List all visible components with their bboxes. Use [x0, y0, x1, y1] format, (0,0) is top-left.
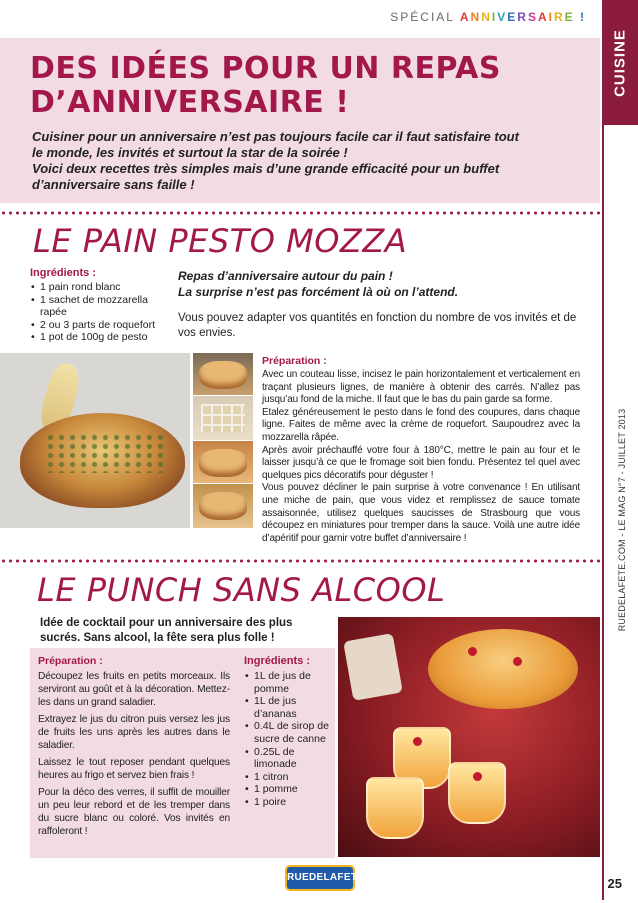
list-item: • 1L de jus d’ananas: [244, 695, 332, 720]
dotted-divider: [0, 211, 600, 215]
cuisine-tab: [602, 0, 638, 125]
punch-prep-paragraph: Laissez le tout reposer pendant quelques heures au frigo et servez bien frais !: [38, 757, 230, 781]
list-item: • 1 citron: [244, 771, 332, 784]
anniversaire-letter: N: [481, 10, 492, 24]
list-item: • 1 pain rond blanc: [30, 281, 170, 294]
special-header: [390, 10, 586, 24]
step-photo-piece: [201, 404, 245, 432]
punch-prep-paragraph: Extrayez le jus du citron puis versez les jus de fruits les uns après les autres dans le saladier.: [38, 714, 230, 751]
list-item: • 0.25L de limonade: [244, 746, 332, 771]
ruedelafete-logo[interactable]: [285, 865, 365, 891]
side-credit: [612, 400, 632, 640]
punch-prep-paragraph: Pour la déco des verres, il suffit de mouiller un peu leur rebord et de les tremper dans du sucre blanc ou coloré. Vos invités en raffoleront !: [38, 787, 230, 837]
list-item: • 1 sachet de mozzarella rapée: [30, 294, 170, 319]
pesto-ingredients-label: Ingrédients :: [30, 267, 97, 279]
pesto-prep-text: [262, 369, 580, 545]
list-item: • 1 pomme: [244, 783, 332, 796]
step-photo-piece: [199, 492, 247, 520]
pesto-prep-paragraph: Après avoir préchauffé votre four à 180°C, mettre le pain au four et le laisser jusqu’à ce que le fromage soit bien fondu. Présentez tel quel avec quelques pics décoratifs pour déguster !: [262, 444, 580, 481]
pesto-prep-paragraph: Avec un couteau lisse, incisez le pain horizontalement et verticalement en traçant plusieurs lignes, de manière à obtenir des carrés. N’allez pas jusqu’au fond de la miche. Il faut que le bas du pain garde sa forme.: [262, 369, 580, 406]
pesto-adapt-text: Vous pouvez adapter vos quantités en fonction du nombre de vos invités et de vos envies.: [178, 312, 577, 339]
page-title: [30, 52, 570, 120]
pesto-step-photo-1: [193, 353, 253, 395]
punch-glass-shape: [366, 777, 424, 839]
list-item: • 1L de jus de pomme: [244, 670, 332, 695]
punch-photo: [338, 617, 600, 857]
list-item: • 1 poire: [244, 796, 332, 809]
dotted-divider: [0, 559, 600, 563]
punch-ingredients-label: Ingrédients :: [244, 655, 311, 667]
anniversaire-letter: I: [548, 10, 554, 24]
step-photo-piece: [199, 361, 247, 389]
cuisine-tab-label: CUISINE: [611, 28, 629, 97]
anniversaire-letter: A: [537, 10, 549, 24]
berry-shape: [473, 772, 482, 781]
anniversaire-letter: N: [470, 10, 482, 24]
pesto-tagline: [178, 268, 578, 300]
anniversaire-letter: !: [580, 10, 586, 24]
anniversaire-letter: E: [564, 10, 575, 24]
list-item: • 0.4L de sirop de sucre de canne: [244, 720, 332, 745]
punch-intro: Idée de cocktail pour un anniversaire des plus sucrés. Sans alcool, la fête sera plus folle !: [40, 617, 293, 644]
anniversaire-letter: R: [553, 10, 565, 24]
berry-shape: [468, 647, 477, 656]
punch-prep-paragraph: Découpez les fruits en petits morceaux. Ils serviront au goût et à la décoration. Mettez-les dans un grand saladier.: [38, 671, 230, 708]
punch-prep-label: Préparation :: [38, 655, 103, 667]
berry-shape: [413, 737, 422, 746]
intro-line1: Cuisiner pour un anniversaire n’est pas toujours facile car il faut satisfaire tout: [32, 129, 519, 144]
pesto-prep-paragraph: Etalez généreusement le pesto dans le fond des coupures, dans chaque ligne. Faites de même avec la crème de roquefort. Saupoudrez avec la mozzarella râpée.: [262, 406, 580, 443]
punch-ingredients-list: [244, 670, 332, 809]
pesto-step-photo-2: [193, 396, 253, 440]
anniversaire-letter: A: [459, 10, 471, 24]
list-item: • 2 ou 3 parts de roquefort: [30, 319, 170, 332]
punch-bowl-shape: [428, 629, 578, 709]
page-title-line1: DES IDÉES POUR UN REPAS: [30, 51, 502, 86]
page-number: 25: [607, 876, 622, 891]
punch-title: LE PUNCH SANS ALCOOL: [37, 571, 446, 609]
intro-line3: Voici deux recettes très simples mais d’une grande efficacité pour un buffet: [32, 161, 500, 176]
anniversaire-letter: S: [527, 10, 538, 24]
pesto-prep-paragraph: Vous pouvez décliner le pain surprise à votre convenance ! En utilisant une miche de pain, que vous videz et remplissez de sauce tomate assaisonnée, utilisez quelques saucisses de Strasbourg que vous découpez en miniatures pour tremper dans la sauce. Voilà une autre idée d’apéritif pour garnir votre buffet d’anniversaire !: [262, 482, 580, 544]
intro-text: [32, 129, 577, 193]
pesto-step-photo-3: [193, 441, 253, 483]
side-credit-text: RUEDELAFETE.COM - LE MAG N°7 - JUILLET 2013: [617, 408, 627, 632]
pesto-bread-photo: [0, 353, 190, 528]
pesto-ingredients-list: [30, 281, 170, 344]
pesto-tagline-line2: La surprise n’est pas forcément là où on l’attend.: [178, 285, 459, 299]
pesto-prep-label: Préparation :: [262, 355, 327, 367]
berry-shape: [513, 657, 522, 666]
special-prefix: SPÉCIAL: [390, 10, 455, 24]
pesto-title: LE PAIN PESTO MOZZA: [33, 222, 408, 260]
punch-prep-text: [38, 670, 230, 842]
page-title-line2: D’ANNIVERSAIRE !: [30, 85, 350, 120]
logo-text: RUEDELAFETE: [287, 872, 365, 883]
anniversaire-letter: I: [491, 10, 498, 24]
napkin-shape: [343, 633, 403, 701]
intro-line2: le monde, les invités et surtout la star de la soirée !: [32, 145, 348, 160]
anniversaire-letter: V: [497, 10, 508, 24]
special-anniversaire: [460, 10, 586, 24]
list-item: • 1 pot de 100g de pesto: [30, 331, 170, 344]
pesto-herbs-shape: [45, 433, 165, 473]
anniversaire-letter: R: [517, 10, 528, 24]
intro-line4: d’anniversaire sans faille !: [32, 177, 195, 192]
side-divider: [602, 20, 604, 900]
step-photo-piece: [199, 449, 247, 477]
pesto-tagline-line1: Repas d’anniversaire autour du pain !: [178, 269, 393, 283]
anniversaire-letter: E: [507, 10, 518, 24]
pesto-step-photo-4: [193, 484, 253, 528]
